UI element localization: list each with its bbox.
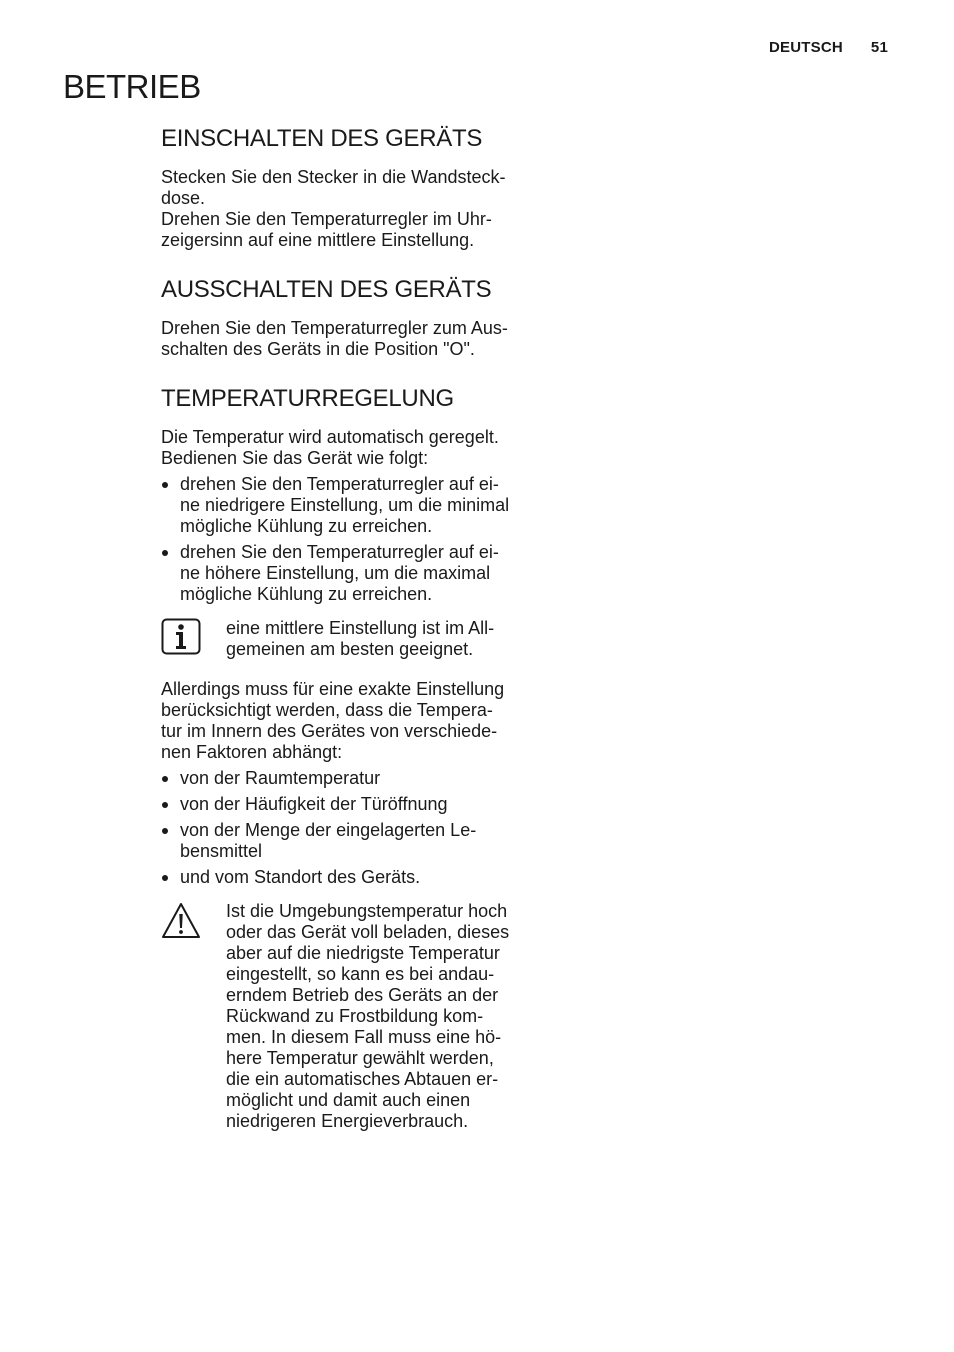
page-header [769, 39, 888, 56]
section-paragraph: Allerdings muss für eine exakte Einstellung berücksichtigt werden, dass die Tempera- tur im Innern des Gerätes von verschiede- nen Faktoren abhängt: [161, 679, 505, 762]
section-title: TEMPERATURREGELUNG [161, 385, 454, 412]
section-temperature-control [161, 384, 516, 1132]
list-item: und vom Standort des Geräts. [161, 867, 516, 888]
warning-text: Ist die Umgebungstemperatur hoch oder das Gerät voll beladen, dieses aber auf die niedrigste Temperatur eingestellt, so kann es bei andau- erndem Betrieb des Geräts an der Rückwand zu Frostbildung kom- men. In diesem Fall muss eine hö- here Temperatur gewählt werden, die ein automatisches Abtauen er- möglicht und damit auch einen niedrigeren Energieverbrauch. [226, 901, 510, 1131]
info-note [161, 618, 516, 660]
section-title: AUSSCHALTEN DES GERÄTS [161, 276, 492, 303]
factor-list [161, 768, 516, 888]
section-text: Stecken Sie den Stecker in die Wandsteck- dose. Drehen Sie den Temperaturregler im Uhr- zeigersinn auf eine mittlere Einstellung. [161, 167, 506, 250]
info-icon [161, 618, 201, 658]
section-intro: Die Temperatur wird automatisch geregelt. Bedienen Sie das Gerät wie folgt: [161, 427, 499, 468]
page-number: 51 [870, 39, 888, 56]
chapter-title: BETRIEB [63, 68, 201, 105]
language-label: DEUTSCH [769, 39, 843, 56]
list-item: von der Menge der eingelagerten Le- bensmittel [161, 820, 516, 862]
info-text: eine mittlere Einstellung ist im All- gemeinen am besten geeignet. [226, 618, 495, 659]
setting-list [161, 474, 516, 605]
list-item: von der Raumtemperatur [161, 768, 516, 789]
section-switch-on [161, 124, 516, 251]
section-text: Drehen Sie den Temperaturregler zum Aus- schalten des Geräts in die Position "O". [161, 318, 508, 359]
list-item: drehen Sie den Temperaturregler auf ei- ne niedrigere Einstellung, um die minimal mögliche Kühlung zu erreichen. [161, 474, 516, 537]
warning-icon [161, 901, 201, 941]
section-switch-off [161, 275, 516, 360]
section-title: EINSCHALTEN DES GERÄTS [161, 125, 483, 152]
warning-note [161, 901, 516, 1132]
list-item: von der Häufigkeit der Türöffnung [161, 794, 516, 815]
list-item: drehen Sie den Temperaturregler auf ei- ne höhere Einstellung, um die maximal mögliche Kühlung zu erreichen. [161, 542, 516, 605]
